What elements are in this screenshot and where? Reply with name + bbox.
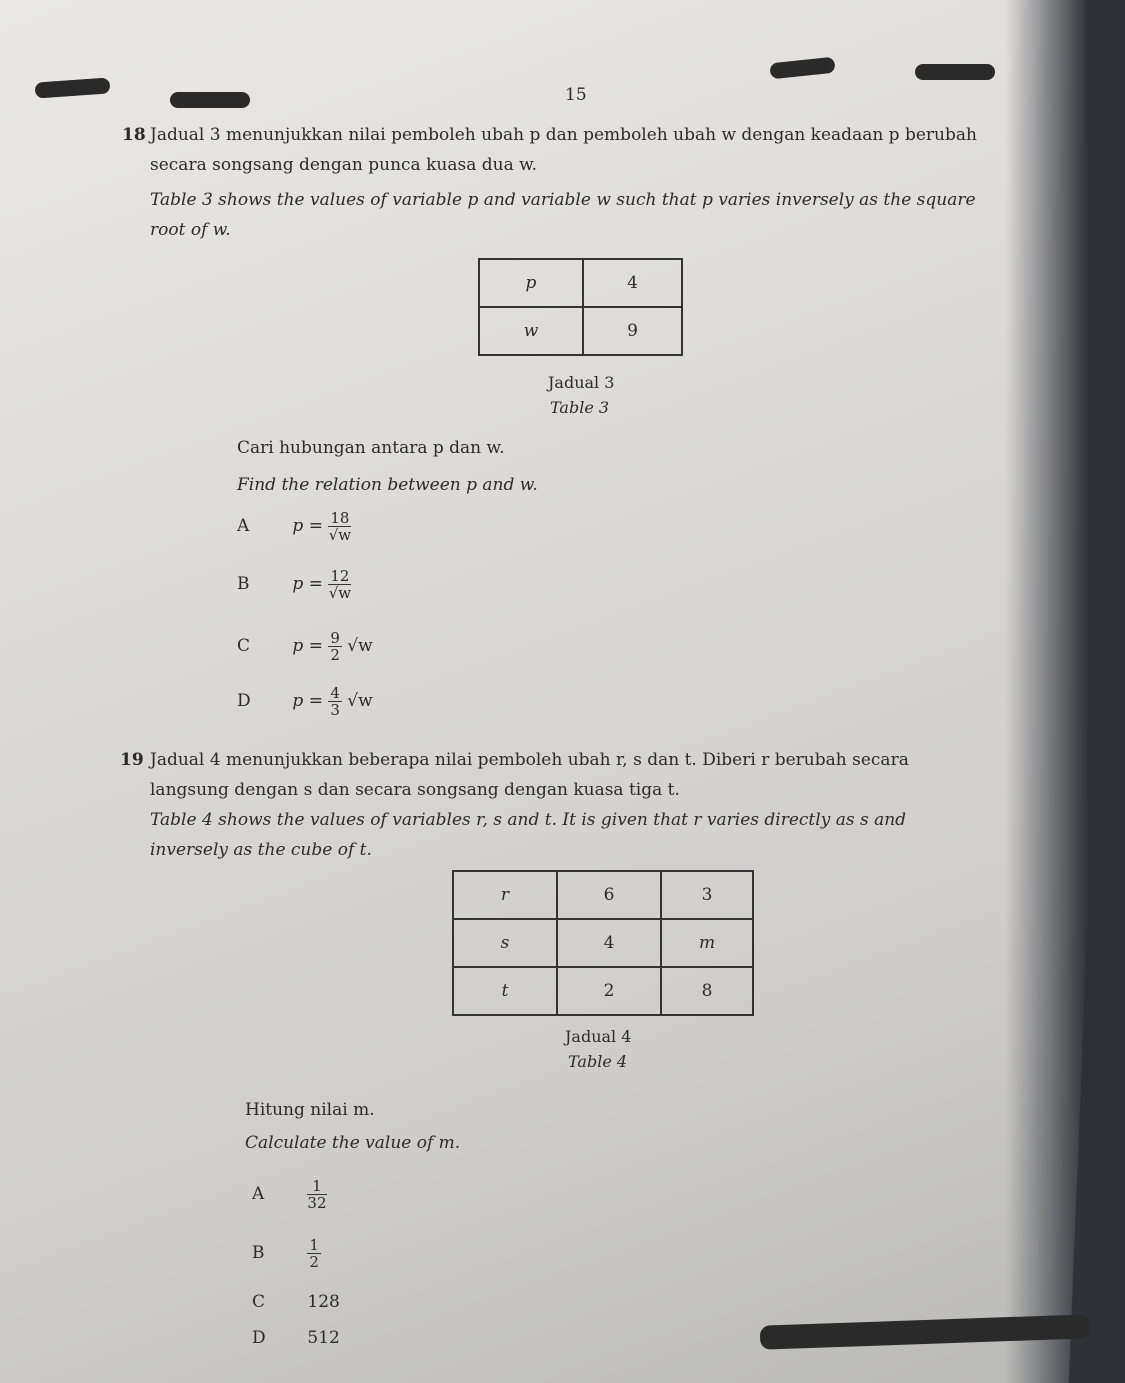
option-label: D xyxy=(252,1328,266,1348)
prompt-malay: Hitung nilai m. xyxy=(245,1100,375,1120)
question-19-english xyxy=(150,805,960,865)
question-text: Jadual 4 menunjukkan beberapa nilai pemboleh ubah r, s dan t. Diberi r berubah secara langsung dengan s dan secara songsang dengan kuasa tiga t. xyxy=(150,750,909,800)
option-label: B xyxy=(237,574,250,594)
table-cell: s xyxy=(453,919,557,967)
question-number: 18 xyxy=(122,125,146,145)
option-a[interactable] xyxy=(252,1178,327,1211)
numerator: 1 xyxy=(307,1178,326,1195)
table-cell: 4 xyxy=(583,259,682,307)
question-19-malay xyxy=(120,745,960,805)
denominator: √w xyxy=(328,526,352,544)
table-row xyxy=(479,307,682,355)
question-18-english xyxy=(150,185,995,245)
option-fraction xyxy=(328,510,351,543)
option-value: 128 xyxy=(307,1292,340,1312)
table-cell: 3 xyxy=(661,871,753,919)
option-value: 512 xyxy=(307,1328,340,1348)
table-caption: Table 4 xyxy=(568,1052,628,1071)
numerator: 4 xyxy=(330,684,340,702)
table-4 xyxy=(452,870,754,1016)
numerator: 18 xyxy=(330,509,350,527)
option-label: A xyxy=(252,1184,265,1204)
denominator: 2 xyxy=(309,1253,319,1271)
denominator: 3 xyxy=(330,701,340,719)
table-cell: 9 xyxy=(583,307,682,355)
table-cell: 4 xyxy=(557,919,661,967)
option-fraction xyxy=(307,1178,326,1211)
table-caption: Jadual 3 xyxy=(548,373,615,392)
table-3 xyxy=(478,258,683,356)
numerator: 12 xyxy=(330,567,350,585)
numerator: 9 xyxy=(330,629,340,647)
option-label: B xyxy=(252,1243,265,1263)
option-fraction xyxy=(307,1237,321,1270)
question-text: Table 3 shows the values of variable p and variable w such that p varies inversely as the square root of w. xyxy=(150,190,976,240)
redaction-mark xyxy=(915,64,995,80)
option-c[interactable] xyxy=(237,630,373,663)
table-cell: w xyxy=(479,307,583,355)
option-fraction xyxy=(328,568,351,601)
option-lhs: p = xyxy=(292,636,323,656)
table-cell: t xyxy=(453,967,557,1015)
option-label: A xyxy=(237,516,250,536)
question-number: 19 xyxy=(120,750,144,770)
option-label: D xyxy=(237,691,251,711)
option-fraction xyxy=(328,630,342,663)
option-lhs: p = xyxy=(292,691,323,711)
option-a[interactable] xyxy=(237,510,351,543)
numerator: 1 xyxy=(309,1236,319,1254)
page-number: 15 xyxy=(565,85,587,105)
option-b[interactable] xyxy=(237,568,351,601)
table-caption: Jadual 4 xyxy=(565,1027,632,1046)
option-label: C xyxy=(237,636,251,656)
denominator: √w xyxy=(328,584,352,602)
prompt-malay: Cari hubungan antara p dan w. xyxy=(237,438,505,458)
denominator: 2 xyxy=(330,646,340,664)
prompt-english: Calculate the value of m. xyxy=(245,1133,461,1153)
option-lhs: p = xyxy=(292,574,323,594)
option-c[interactable] xyxy=(252,1292,340,1312)
table-row xyxy=(453,919,753,967)
option-d[interactable] xyxy=(237,685,373,718)
table-cell: p xyxy=(479,259,583,307)
question-text: Jadual 3 menunjukkan nilai pemboleh ubah p dan pemboleh ubah w dengan keadaan p berubah secara songsang dengan punca kuasa dua w. xyxy=(150,125,977,175)
table-row xyxy=(453,967,753,1015)
option-tail: √w xyxy=(347,691,373,711)
prompt-english: Find the relation between p and w. xyxy=(237,475,538,495)
option-tail: √w xyxy=(347,636,373,656)
table-row xyxy=(479,259,682,307)
option-fraction xyxy=(328,685,342,718)
table-cell: 8 xyxy=(661,967,753,1015)
option-d[interactable] xyxy=(252,1328,340,1348)
table-cell: r xyxy=(453,871,557,919)
table-cell: 6 xyxy=(557,871,661,919)
option-b[interactable] xyxy=(252,1237,321,1270)
question-text: Table 4 shows the values of variables r, s and t. It is given that r varies directly as s and inversely as the cube of t. xyxy=(150,810,907,860)
table-cell: m xyxy=(661,919,753,967)
question-18-malay xyxy=(122,120,995,180)
denominator: 32 xyxy=(307,1194,327,1212)
redaction-mark xyxy=(170,92,250,108)
table-row xyxy=(453,871,753,919)
option-lhs: p = xyxy=(292,516,323,536)
table-cell: 2 xyxy=(557,967,661,1015)
background-shadow xyxy=(1005,0,1125,1383)
option-label: C xyxy=(252,1292,266,1312)
table-caption: Table 3 xyxy=(550,398,610,417)
